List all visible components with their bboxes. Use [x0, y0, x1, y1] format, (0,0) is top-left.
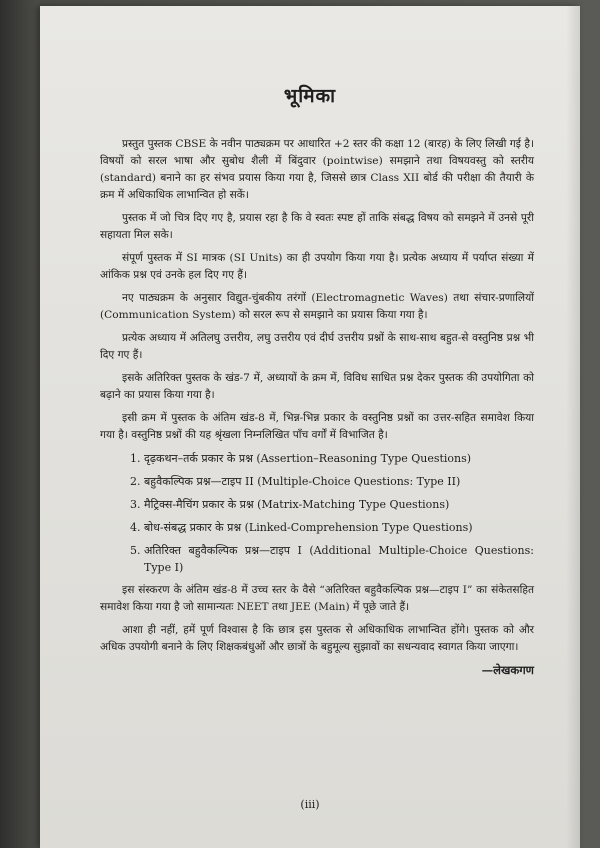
page-body [100, 136, 534, 679]
list-item: 5. अतिरिक्त बहुवैकल्पिक प्रश्न—टाइप I (Additional Multiple-Choice Questions: Type I) [144, 542, 534, 576]
paragraph: प्रत्येक अध्याय में अतिलघु उत्तरीय, लघु उत्तरीय एवं दीर्घ उत्तरीय प्रश्नों के साथ-साथ बहुत-से वस्तुनिष्ठ प्रश्न भी दिए गए हैं। [100, 332, 534, 361]
paragraph: इसी क्रम में पुस्तक के अंतिम खंड-8 में, भिन्न-भिन्न प्रकार के वस्तुनिष्ठ प्रश्नों का उत्तर-सहित समावेश किया गया है। वस्तुनिष्ठ प्रश्नों की यह श्रृंखला निम्नलिखित पाँच वर्गों में विभाजित है। [100, 412, 534, 441]
list-item: 2. बहुवैकल्पिक प्रश्न—टाइप II (Multiple-Choice Questions: Type II) [144, 473, 534, 490]
list-item: 1. दृढ़कथन–तर्क प्रकार के प्रश्न (Assertion–Reasoning Type Questions) [144, 450, 534, 467]
paragraph: पुस्तक में जो चित्र दिए गए है, प्रयास रहा है कि वे स्वतः स्पष्ट हों ताकि संबद्ध विषय को समझने में उनसे पूरी सहायता मिल सके। [100, 212, 534, 241]
paragraph: प्रस्तुत पुस्तक CBSE के नवीन पाठ्यक्रम पर आधारित +2 स्तर की कक्षा 12 (बारह) के लिए लिखी गई है। विषयों को सरल भाषा और सुबोध शैली में बिंदुवार (pointwise) समझाने तथा विषयवस्तु को स्तरीय (standard) बनाने का हर संभव प्रयास किया गया है, जिससे छात्र Class XII बोर्ड की परीक्षा की तैयारी के क्रम में अधिकाधिक लाभान्वित हो सकें। [100, 138, 534, 201]
paragraph: नए पाठ्यक्रम के अनुसार विद्युत-चुंबकीय तरंगों (Electromagnetic Waves) तथा संचार-प्रणालियों (Communication System) को सरल रूप से समझाने का प्रयास किया गया है। [100, 292, 534, 321]
list-item: 3. मैट्रिक्स-मैचिंग प्रकार के प्रश्न (Matrix-Matching Type Questions) [144, 496, 534, 513]
list-item: 4. बोध-संबद्ध प्रकार के प्रश्न (Linked-Comprehension Type Questions) [144, 519, 534, 536]
authors-signoff: —लेखकगण [481, 663, 534, 677]
paragraph: आशा ही नहीं, हमें पूर्ण विश्वास है कि छात्र इस पुस्तक से अधिकाधिक लाभान्वित होंगे। पुस्तक को और अधिक उपयोगी बनाने के लिए शिक्षकबंधुओं और छात्रों के बहुमूल्य सुझावों का सधन्यवाद स्वागत किया जाएगा। [100, 624, 534, 653]
paragraph: इसके अतिरिक्त पुस्तक के खंड-7 में, अध्यायों के क्रम में, विविध साधित प्रश्न देकर पुस्तक की उपयोगिता को बढ़ाने का प्रयास किया गया है। [100, 372, 534, 401]
book-page [40, 6, 580, 848]
question-type-list [100, 450, 534, 576]
paragraph: इस संस्करण के अंतिम खंड-8 में उच्च स्तर के वैसे “अतिरिक्त बहुवैकल्पिक प्रश्न—टाइप I” का संकेतसहित समावेश किया गया है जो सामान्यतः NEET तथा JEE (Main) में पूछे जाते हैं। [100, 584, 534, 613]
page-number: (iii) [300, 798, 320, 811]
paragraph: संपूर्ण पुस्तक में SI मात्रक (SI Units) का ही उपयोग किया गया है। प्रत्येक अध्याय में पर्याप्त संख्या में आंकिक प्रश्न एवं उनके हल दिए गए हैं। [100, 252, 534, 281]
page-title: भूमिका [283, 85, 337, 107]
